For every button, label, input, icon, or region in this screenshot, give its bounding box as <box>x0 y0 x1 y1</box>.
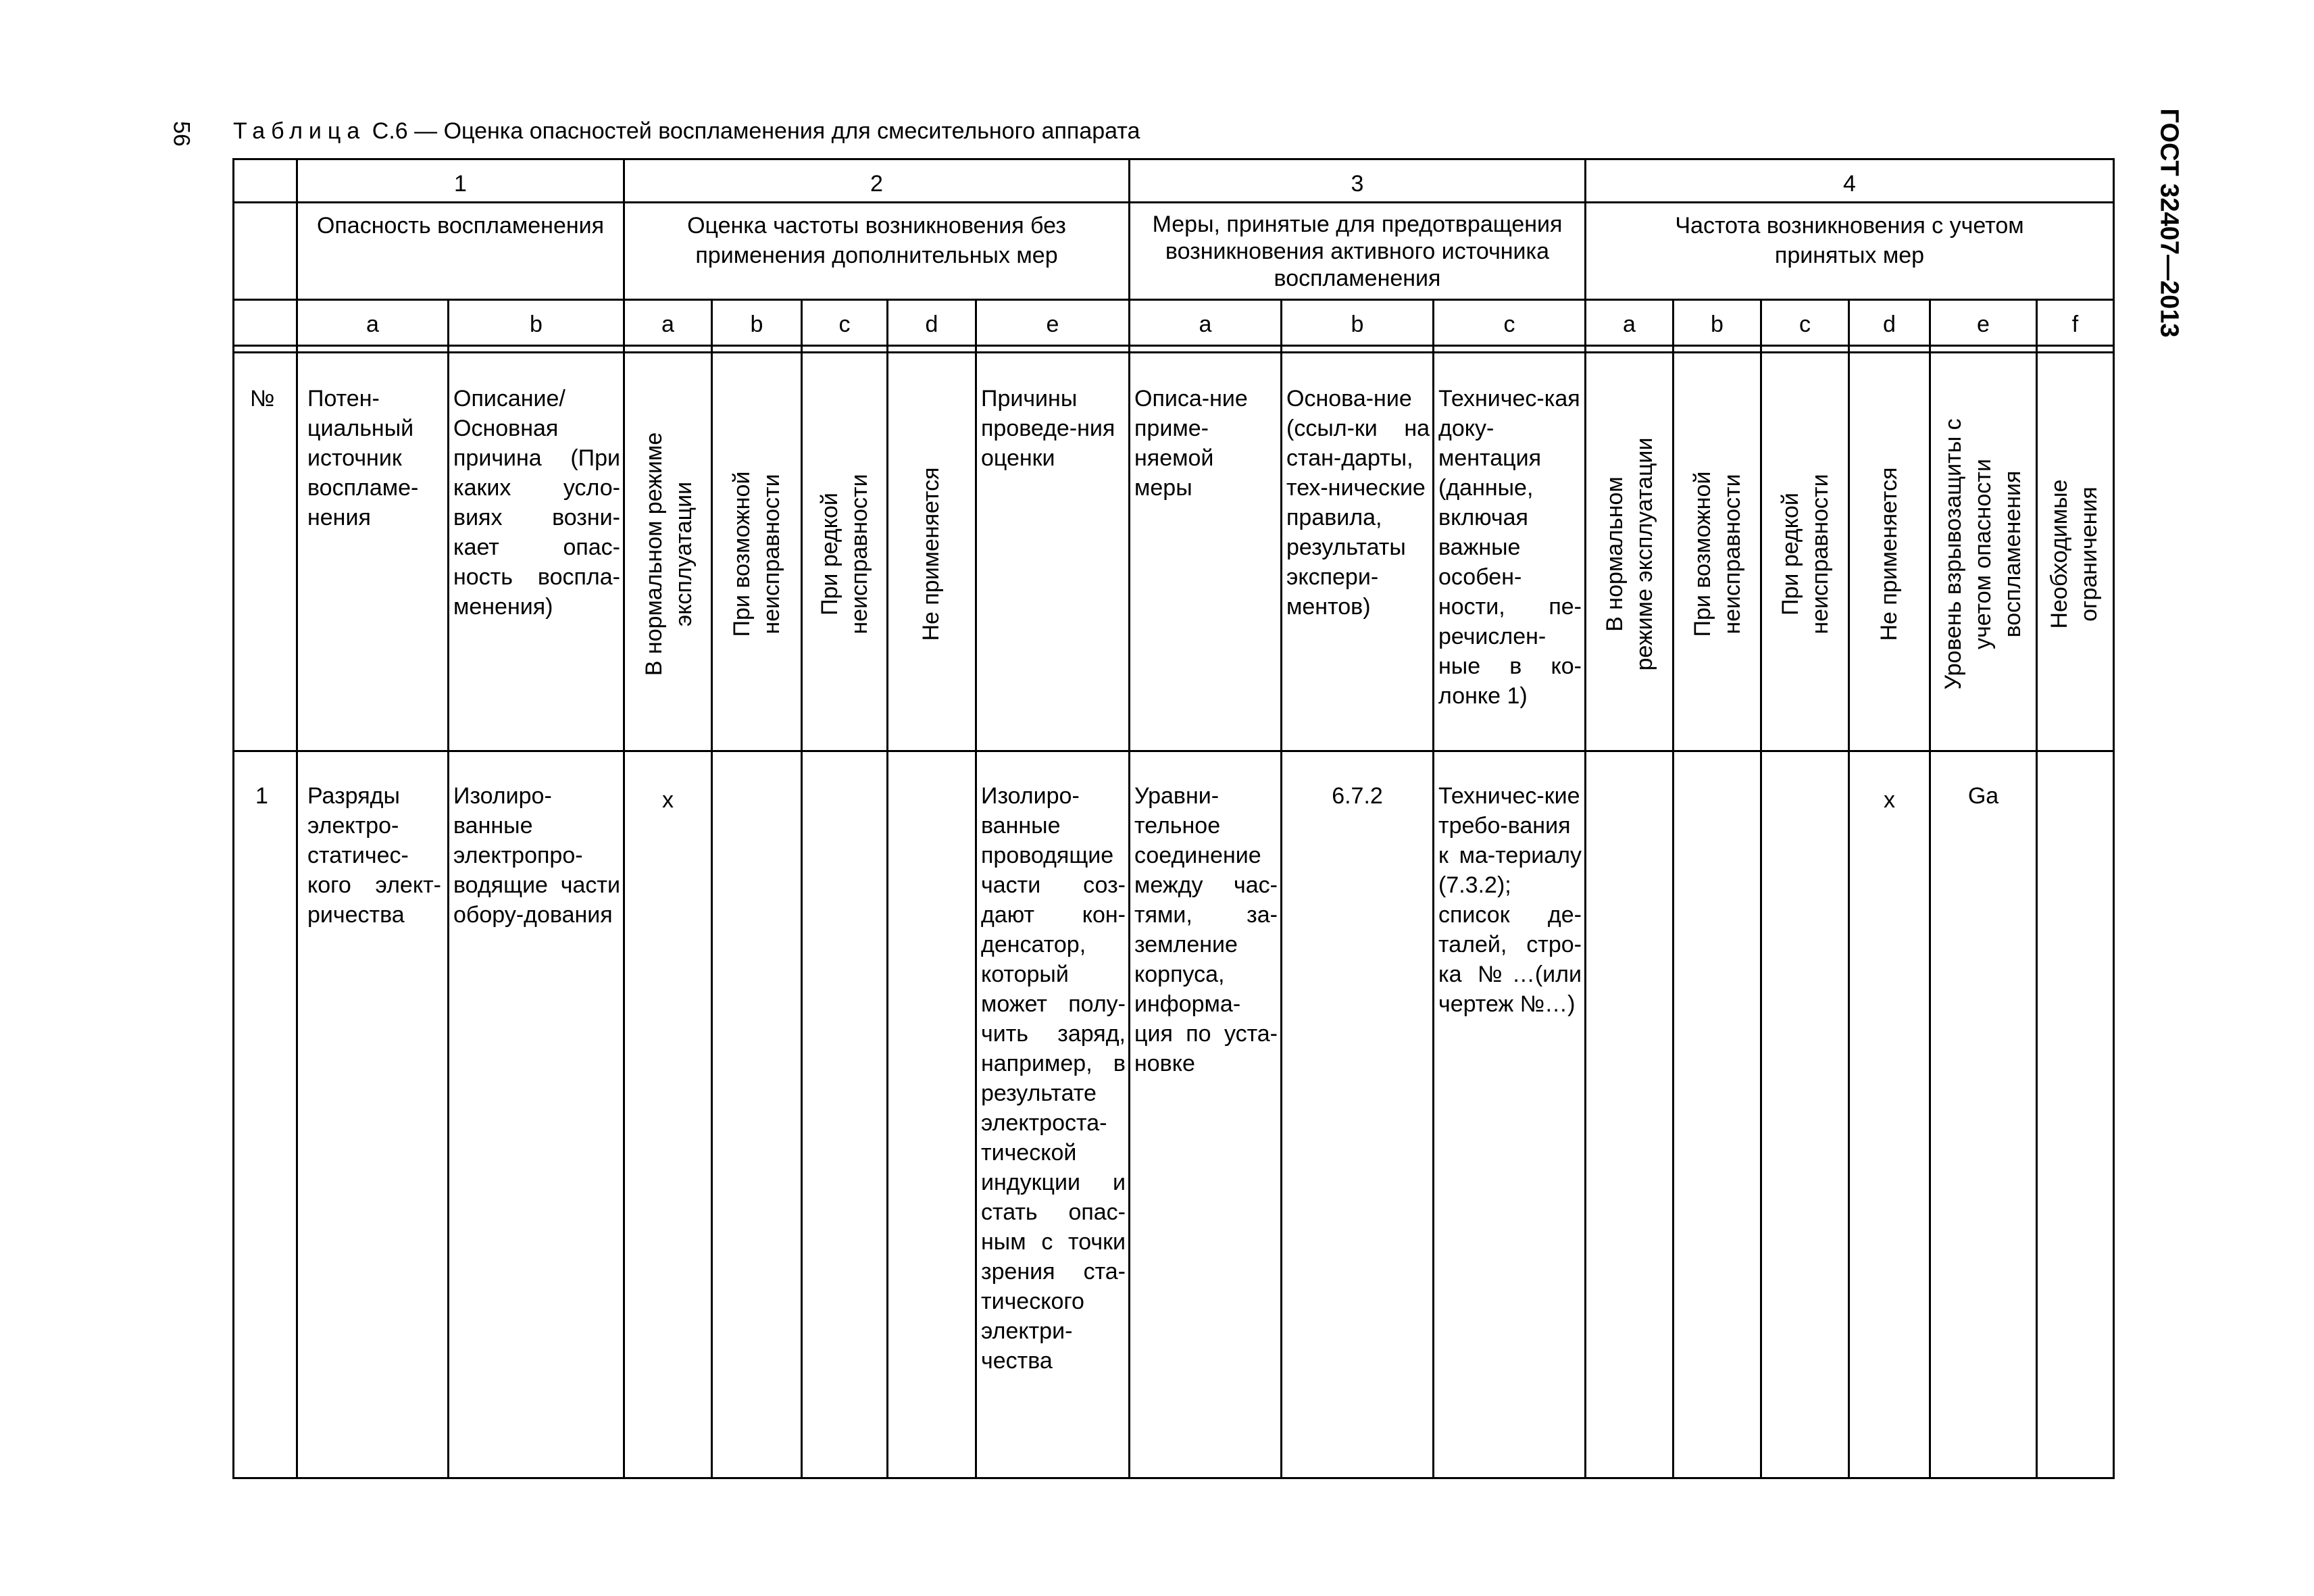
col-heading-measure-description: Описа-ние приме-няемой меры <box>1134 386 1248 501</box>
col-heading-normal-operation-after: В нормальном режиме эксплуатации <box>1602 437 1657 671</box>
sub-letter-2b: b <box>750 311 763 337</box>
sub-letter-1a: a <box>366 311 379 337</box>
col-heading-not-applicable: Не применяется <box>918 467 944 641</box>
col-heading-rare-fault-after: При редкой неисправности <box>1778 474 1833 634</box>
cell-protection-level: Ga <box>1967 783 1999 809</box>
group-title-3: Меры, принятые для предотвращения возникновения активного источника воспламенения <box>1152 211 1563 291</box>
sub-letter-4b: b <box>1711 311 1724 337</box>
table-caption <box>233 118 1140 145</box>
cell-description: Изолиро-ванные электропро-водящие части обору-дования <box>453 783 620 928</box>
sub-letter-2e: e <box>1046 311 1059 337</box>
cell-not-applicable-after: x <box>1884 787 1895 813</box>
col-heading-number: № <box>250 386 275 412</box>
sub-letter-3b: b <box>1351 311 1364 337</box>
sub-letter-3c: c <box>1503 311 1515 337</box>
sub-letter-2a: a <box>661 311 674 337</box>
standard-id: ГОСТ 32407—2013 <box>2155 108 2184 338</box>
group-title-1: Опасность воспламенения <box>316 213 605 239</box>
row-number: 1 <box>255 783 268 809</box>
col-heading-possible-fault-after: При возможной неисправности <box>1690 471 1745 637</box>
cell-assessment-reasons: Изолиро-ванные проводящие части соз-дают кон-денсатор, который может полу-чить заряд, например, в результате электроста-тической индукции и стать опас-ным с точки зрения ста-тического электри-чества <box>981 783 1126 1374</box>
group-number-1: 1 <box>454 171 467 197</box>
col-heading-protection-level: Уровень взрывозащиты с учетом опасности воспламенения <box>1940 418 2026 690</box>
col-heading-normal-operation: В нормальном режиме эксплуатации <box>641 432 697 676</box>
cell-tech-docs: Техничес-кие требо-вания к ма-териалу (7.3.2); список де-талей, стро-ка №…(или чертеж №…) <box>1438 783 1582 1017</box>
col-heading-assessment-reasons: Причины проведе-ния оценки <box>981 386 1115 471</box>
page-number: 56 <box>168 121 195 147</box>
sub-letter-4e: e <box>1977 311 1990 337</box>
group-number-2: 2 <box>870 171 883 197</box>
sub-letter-4d: d <box>1883 311 1896 337</box>
sub-letter-1b: b <box>530 311 543 337</box>
group-number-3: 3 <box>1351 171 1364 197</box>
col-heading-rare-fault: При редкой неисправности <box>817 474 872 634</box>
cell-normal-operation: x <box>662 787 674 813</box>
col-heading-possible-fault: При возможной неисправности <box>729 471 784 637</box>
col-heading-ignition-source: Потен-циальный источник воспламе-нения <box>307 386 419 530</box>
cell-basis: 6.7.2 <box>1332 783 1383 809</box>
cell-ignition-source: Разряды электро-статичес-кого элект-ричества <box>307 783 441 928</box>
col-heading-basis: Основа-ние (ссыл-ки на стан-дарты, тех-нические правила, результаты экспери-ментов) <box>1286 386 1430 620</box>
group-title-4: Частота возникновения с учетом принятых мер <box>1675 213 2024 268</box>
group-title-2: Оценка частоты возникновения без применения дополнительных мер <box>687 213 1066 268</box>
sub-letter-3a: a <box>1199 311 1212 337</box>
col-heading-tech-docs: Техничес-кая доку-ментация (данные, включая важные особен-ности, пе-речислен-ные в ко-лонке 1) <box>1438 386 1582 709</box>
sub-letter-4a: a <box>1623 311 1636 337</box>
group-number-4: 4 <box>1843 171 1856 197</box>
col-heading-not-applicable-after: Не применяется <box>1876 467 1902 641</box>
caption-label: Таблица <box>233 118 366 144</box>
sub-letter-2d: d <box>925 311 938 337</box>
col-heading-restrictions: Необходимые ограничения <box>2046 479 2102 629</box>
sub-letter-4c: c <box>1799 311 1811 337</box>
col-heading-description: Описание/ Основная причина (При каких усло-виях возни-кает опас-ность воспла-менения) <box>453 386 620 620</box>
cell-measure-description: Уравни-тельное соединение между час-тями, за-земление корпуса, информа-ция по уста-новке <box>1134 783 1278 1076</box>
caption-text: С.6 — Оценка опасностей воспламенения для смесительного аппарата <box>372 118 1140 144</box>
sub-letter-2c: c <box>838 311 851 337</box>
sub-letter-4f: f <box>2071 311 2079 337</box>
